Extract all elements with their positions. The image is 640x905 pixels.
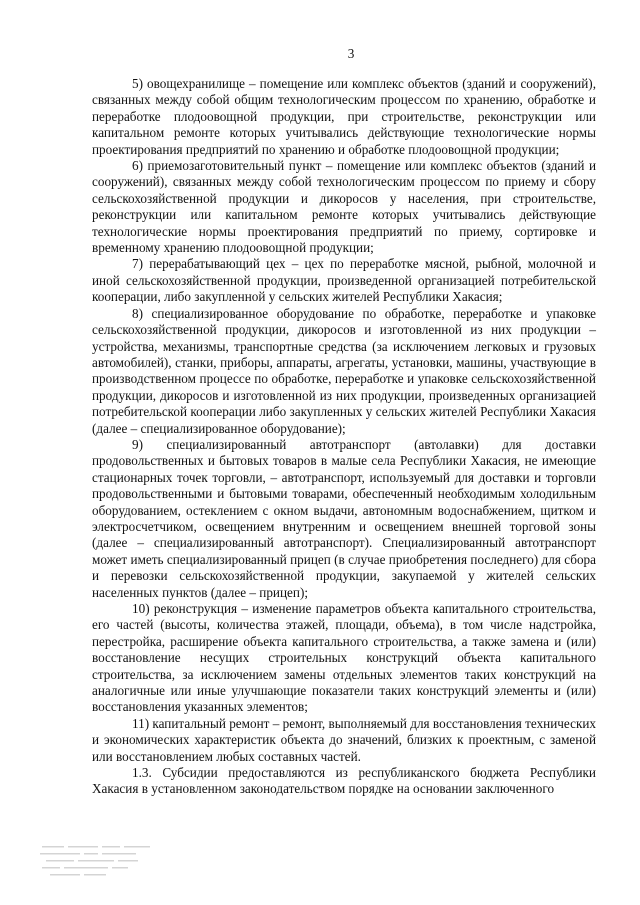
- paragraph-item-11: 11) капитальный ремонт – ремонт, выполняемый для восстановления технических и экономических характеристик объекта до значений, близких к проектным, с заменой или восстановлением любых составных частей.: [92, 715, 596, 764]
- paragraph-item-7: 7) перерабатывающий цех – цех по переработке мясной, рыбной, молочной и иной сельскохозяйственной продукции, произведенной организацией потребительской кооперации, либо закупленной у сельских жителей Республики Хакасия;: [92, 256, 596, 305]
- stamp-mark-icon: [36, 842, 166, 886]
- paragraph-section-1-3: 1.3. Субсидии предоставляются из республиканского бюджета Республики Хакасия в установленном законодательством порядке на основании заключенного: [92, 765, 596, 797]
- page-number: 3: [347, 46, 355, 61]
- paragraph-item-5: 5) овощехранилище – помещение или комплекс объектов (зданий и сооружений), связанных между собой общим технологическим процессом по хранению, обработке и переработке плодоовощной продукции, при строительстве, реконструкции или капитальном ремонте которых учитывались действующие технологические нормы проектирования предприятий по хранению и обработке плодоовощной продукции;: [92, 76, 596, 157]
- paragraph-item-10: 10) реконструкция – изменение параметров объекта капитального строительства, его частей (высоты, количества этажей, площади, объема), в том числе надстройка, перестройка, расширение объекта капитального строительства, а также замена и (или) восстановление несущих строительных конструкций объекта капитального строительства, за исключением замены отдельных элементов таких конструкций на аналогичные или иные улучшающие показатели таких конструкций элементы и (или) восстановления указанных элементов;: [92, 601, 596, 715]
- paragraph-item-6: 6) приемозаготовительный пункт – помещение или комплекс объектов (зданий и сооружений), связанных между собой технологическим процессом по приему и сбору сельскохозяйственной продукции и дикоросов у населения, при строительстве, реконструкции или капитальном ремонте которых учитывались действующие технологические нормы проектирования предприятий по приему, сортировке и временному хранению плодоовощной продукции;: [92, 158, 596, 256]
- paragraph-item-9: 9) специализированный автотранспорт (автолавки) для доставки продовольственных и бытовых товаров в малые села Республики Хакасия, не имеющие стационарных точек торговли, – автотранспорт, используемый для доставки и торговли продовольственными и бытовыми товарами, обеспеченный необходимым холодильным оборудованием, остеклением с окном выдачи, автономным водоснабжением, щитком и электросчетчиком, освещением внутренним и освещением внешней торговой зоны (далее – специализированный автотранспорт). Специализированный автотранспорт может иметь специализированный прицеп (в случае приобретения последнего) для сбора и перевозки сельскохозяйственной продукции, закупаемой у жителей сельских населенных пунктов (далее – прицеп);: [92, 436, 596, 600]
- faint-stamp-mark: [36, 842, 166, 888]
- paragraph-item-8: 8) специализированное оборудование по обработке, переработке и упаковке сельскохозяйственной продукции, дикоросов и изготовленной из них продукции – устройства, механизмы, транспортные средства (за исключением легковых и грузовых автомобилей), станки, приборы, аппараты, агрегаты, установки, машины, участвующие в производственном процессе по обработке, переработке и упаковке сельскохозяйственной продукции, дикоросов и изготовленной из них продукции, произведенных организацией потребительской кооперации либо закупленных у сельских жителей Республики Хакасия (далее – специализированное оборудование);: [92, 305, 596, 436]
